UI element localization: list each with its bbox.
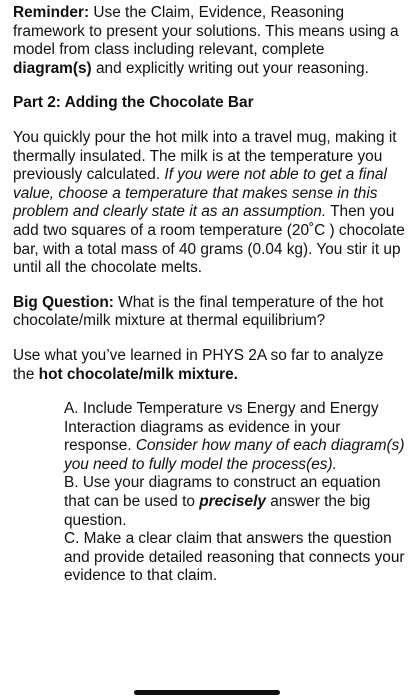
reminder-text: Use the Claim, Evidence, Reasoning framework to present your solutions. This means using a model from class including relevant, complete: [13, 4, 399, 59]
analyze-paragraph: [13, 347, 405, 384]
instructions-list: [64, 400, 406, 586]
big-question-paragraph: [13, 294, 405, 331]
part-title-text: Part 2: Adding the Chocolate Bar: [13, 94, 254, 112]
instruction-b-precisely: precisely: [199, 493, 266, 511]
document: [13, 4, 405, 586]
home-indicator-bar[interactable]: [134, 690, 280, 695]
scenario-paragraph: [13, 129, 405, 278]
reminder-label: Reminder:: [13, 4, 90, 21]
analyze-bold: hot chocolate/milk mixture.: [38, 365, 238, 383]
scenario-assumption-italic: If you were not able to get a final value, choose a temperature that makes sense in this problem and clearly state it as an assumption.: [13, 166, 387, 221]
reminder-text-end: and explicitly writing out your reasoning.: [91, 59, 369, 77]
part-title: [13, 94, 405, 113]
instruction-b: [64, 474, 406, 530]
instruction-a: [64, 400, 406, 474]
reminder-paragraph: [13, 4, 405, 78]
scenario-text: You quickly pour the hot milk into a travel mug, making it thermally insulated. The milk is at the temperature you previously calculated.: [13, 128, 397, 184]
big-question-label: Big Question:: [13, 293, 114, 311]
scenario-text-end: Then you add two squares of a room temperature (20˚C ) chocolate bar, with a total mass of 40 grams (0.04 kg). You stir it up until all the chocolate melts.: [13, 203, 405, 277]
analyze-text: Use what you’ve learned in PHYS 2A so far to analyze the: [13, 346, 384, 383]
instruction-a-italic: Consider how many of each diagram(s) you need to fully model the process(es).: [64, 437, 405, 473]
big-question-text: What is the final temperature of the hot chocolate/milk mixture at thermal equilibrium?: [13, 293, 384, 330]
instruction-c: [64, 530, 406, 586]
instruction-a-text: A. Include Temperature vs Energy and Energy Interaction diagrams as evidence in your response.: [64, 400, 379, 455]
reminder-bold-diagrams: diagram(s): [13, 59, 92, 77]
instruction-b-text-end: answer the big question.: [64, 493, 371, 529]
instruction-b-text: B. Use your diagrams to construct an equation that can be used to: [64, 474, 381, 511]
instruction-c-text: C. Make a clear claim that answers the question and provide detailed reasoning that connects your evidence to that claim.: [64, 530, 405, 585]
